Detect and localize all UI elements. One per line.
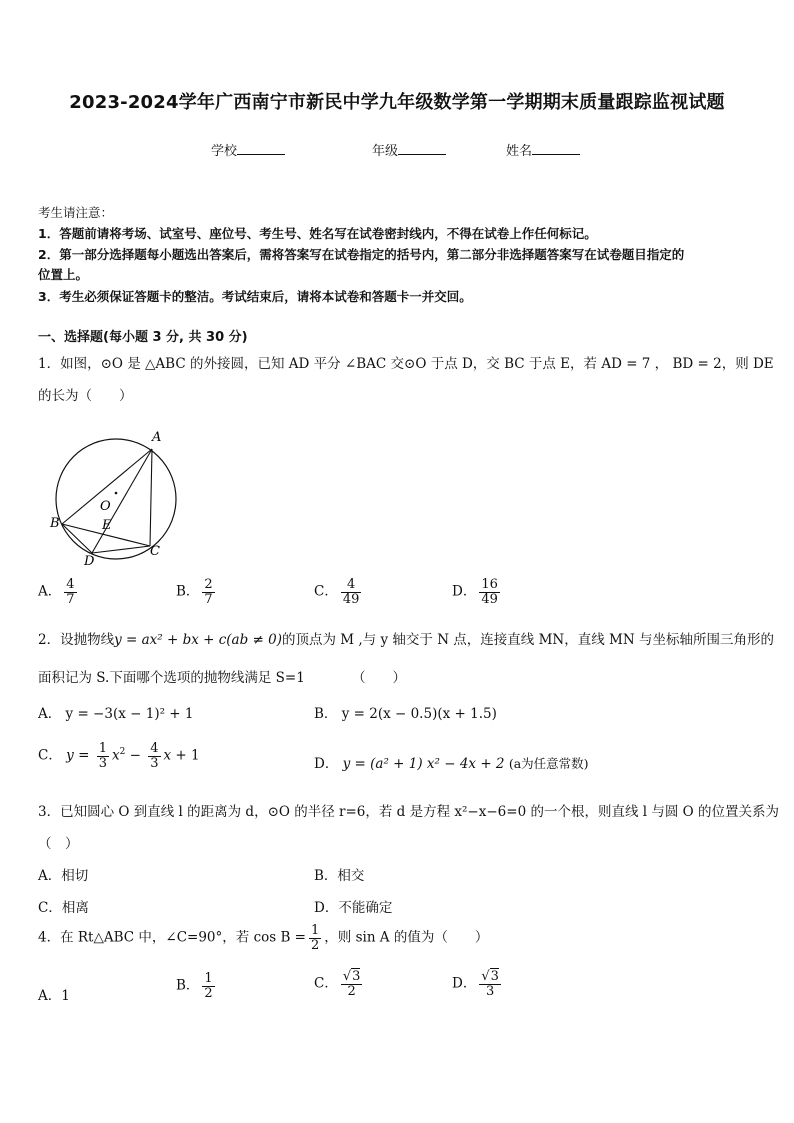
page-title: 2023-2024学年广西南宁市新民中学九年级数学第一学期期末质量跟踪监视试题 bbox=[69, 92, 725, 113]
grade-field bbox=[372, 140, 446, 159]
q2-stem-formula: y = ax² + bx + c(ab ≠ 0) bbox=[114, 632, 282, 648]
school-field bbox=[211, 140, 285, 159]
option-note: (a为任意常数) bbox=[508, 756, 589, 771]
option-letter: C． bbox=[314, 583, 338, 600]
notice-item: 3．考生必须保证答题卡的整洁。考试结束后，请将本试卷和答题卡一并交回。 bbox=[38, 289, 472, 304]
segment-ac bbox=[150, 449, 152, 546]
label-o: O bbox=[100, 499, 111, 514]
option-radicand: 3 bbox=[352, 969, 361, 984]
option-denominator: 49 bbox=[342, 591, 360, 607]
option-numerator: 2 bbox=[204, 577, 213, 592]
q4-option-c[interactable]: C． $\frac{√3}{2}$ bbox=[314, 969, 361, 999]
option-numerator: 1 bbox=[204, 971, 213, 986]
q3-option-d[interactable]: D．不能确定 bbox=[314, 900, 393, 916]
label-d: D bbox=[84, 554, 95, 569]
q4-frac-den: 2 bbox=[311, 937, 320, 953]
notice-item: 1．答题前请将考场、试室号、座位号、考生号、姓名写在试卷密封线内，不得在试卷上作任何标记。 bbox=[38, 226, 597, 241]
q4-option-b[interactable] bbox=[176, 972, 218, 1000]
option-letter: D． bbox=[452, 975, 477, 992]
q4-stem-pre: 4．在 Rt△ABC 中，∠C=90°，若 cos B = bbox=[38, 929, 306, 946]
q1-option-a[interactable] bbox=[38, 578, 80, 606]
q1-option-b[interactable] bbox=[176, 578, 218, 606]
q3-option-c[interactable]: C．相离 bbox=[38, 900, 89, 916]
section-heading: 一、选择题(每小题 3 分, 共 30 分) bbox=[38, 330, 248, 345]
option-letter: D． bbox=[314, 756, 339, 772]
center-dot bbox=[115, 492, 118, 495]
notice-heading: 考生请注意： bbox=[38, 205, 114, 220]
q1-figure bbox=[40, 425, 190, 575]
name-blank bbox=[532, 142, 580, 155]
q4-option-a[interactable]: A．1 bbox=[38, 988, 70, 1004]
segment-dc bbox=[92, 546, 150, 553]
label-c: C bbox=[150, 544, 160, 559]
q3-option-b[interactable]: B．相交 bbox=[314, 868, 365, 884]
q3-stem-cont: （ ） bbox=[38, 836, 79, 852]
grade-blank bbox=[398, 142, 446, 155]
q1-option-d[interactable] bbox=[452, 578, 503, 606]
option-denominator: 2 bbox=[341, 984, 363, 999]
q2-stem-cont: 面积记为 S.下面哪个选项的抛物线满足 S=1 （ ） bbox=[38, 670, 407, 686]
option-letter: C． bbox=[314, 975, 338, 992]
option-letter: B． bbox=[176, 583, 200, 600]
option-denominator: 7 bbox=[204, 591, 213, 607]
q4-stem-post: ，则 sin A 的值为（ ） bbox=[324, 929, 489, 946]
q3-stem: 3．已知圆心 O 到直线 l 的距离为 d，⊙O 的半径 r=6，若 d 是方程 x²−x−6=0 的一个根，则直线 l 与圆 O 的位置关系为 bbox=[38, 804, 779, 820]
q2-option-a[interactable]: A． y = −3(x − 1)² + 1 bbox=[38, 706, 194, 722]
q4-frac-num: 1 bbox=[311, 923, 320, 938]
option-radicand: 3 bbox=[490, 969, 499, 984]
q1-stem-cont: 的长为（ ） bbox=[38, 388, 133, 404]
school-label: 学校 bbox=[211, 144, 238, 159]
option-denominator: 3 bbox=[479, 984, 501, 999]
q2-option-c[interactable]: C． y = $\frac{1}{3}$ $x^2$ − $\frac{4}{3}$ x + 1 bbox=[38, 741, 200, 771]
name-label: 姓名 bbox=[506, 144, 533, 159]
option-formula: y = (a² + 1) x² − 4x + 2 bbox=[342, 756, 505, 772]
option-letter: A． bbox=[38, 583, 62, 600]
label-a: A bbox=[152, 430, 162, 445]
school-blank bbox=[237, 142, 285, 155]
label-b: B bbox=[50, 516, 60, 531]
q4-option-d[interactable]: D． $\frac{√3}{3}$ bbox=[452, 969, 499, 999]
grade-label: 年级 bbox=[372, 144, 399, 159]
q1-option-c[interactable] bbox=[314, 578, 364, 606]
notice-item: 位置上。 bbox=[38, 267, 89, 282]
option-denominator: 7 bbox=[66, 591, 75, 607]
notice-item: 2．第一部分选择题每小题选出答案后，需将答案写在试卷指定的括号内，第二部分非选择题答案写在试卷题目指定的 bbox=[38, 247, 685, 262]
q2-stem-post: 的顶点为 M ,与 y 轴交于 N 点，连接直线 MN，直线 MN 与坐标轴所围三角形的 bbox=[282, 632, 774, 648]
segment-bd bbox=[62, 524, 92, 553]
q1-stem: 1．如图，⊙O 是 △ABC 的外接圆，已知 AD 平分 ∠BAC 交⊙O 于点 D，交 BC 于点 E，若 AD = 7 ， BD = 2，则 DE bbox=[38, 356, 774, 372]
option-letter: C． bbox=[38, 747, 62, 764]
option-letter: B． bbox=[176, 977, 200, 994]
option-denominator: 49 bbox=[481, 591, 498, 607]
option-numerator: 4 bbox=[346, 577, 356, 592]
q3-option-a[interactable]: A．相切 bbox=[38, 868, 89, 884]
option-letter: D． bbox=[452, 583, 477, 600]
name-field bbox=[506, 140, 580, 159]
q2-option-d[interactable] bbox=[314, 752, 589, 772]
q2-stem-pre: 2．设抛物线 bbox=[38, 632, 115, 648]
q2-stem bbox=[38, 628, 774, 648]
option-numerator: 16 bbox=[481, 577, 498, 592]
option-numerator: 4 bbox=[66, 577, 75, 592]
q4-stem bbox=[38, 924, 488, 952]
circle-o bbox=[56, 439, 176, 559]
option-denominator: 2 bbox=[204, 985, 213, 1001]
label-e: E bbox=[102, 518, 112, 533]
q2-option-b[interactable]: B． y = 2(x − 0.5)(x + 1.5) bbox=[314, 706, 497, 722]
